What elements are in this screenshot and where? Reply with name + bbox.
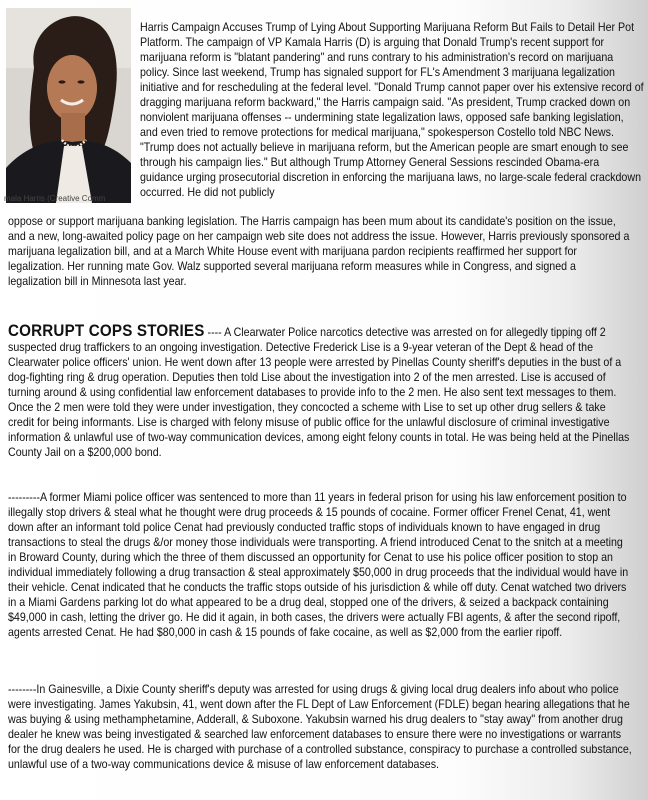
lead-story-text-top: Harris Campaign Accuses Trump of Lying About Supporting Marijuana Reform But Fails to Detail Her Pot Platform. The campaign of VP Kamala Harris (D) is arguing that Donald Trump's recent support for marijuana reform is "blatant pandering" and runs contrary to his administration's record on marijuana policy. Since last weekend, Trump has signaled support for FL's Amendment 3 marijuana legalization initiative and for rescheduling at the federal level. "Donald Trump cannot paper over his extensive record of dragging marijuana reform backward," the Harris campaign said. "As president, Trump cracked down on nonviolent marijuana offenses -- undermining state legalization laws, opposed safe banking legislation, and even tried to remove protections for medical marijuana," spokesperson Costello told NBC News. "Trump does not actually believe in marijuana reform, but the American people are smart enough to see through his campaign lies." But although Trump Attorney General Sessions rescinded Obama-era guidance urging prosecutorial discretion in enforcing the marijuana laws, no large-scale federal crackdown occurred. He did not publicly bbox=[140, 21, 644, 199]
lead-story-text-bottom: oppose or support marijuana banking legislation. The Harris campaign has been mum about its candidate's position on the issue, and a new, long-awaited policy page on her campaign web site does not address the issue. However, Harris previously sponsored a marijuana legalization bill, and at a March White House event with marijuana pardon recipients reaffirmed her support for legalization. Her running mate Gov. Walz supported several marijuana reform measures while in Congress, and signed a legalization bill in Minnesota last year. bbox=[8, 215, 630, 288]
lead-story-top bbox=[140, 20, 644, 200]
story-3-text: --------In Gainesville, a Dixie County sheriff's deputy was arrested for using drugs & giving local drug dealers info about who police were investigating. James Yakubsin, 41, went down after the FL Dept of Law Enforcement (FDLE) began hearing allegations that he was buying & using methamphetamine, Adderall, & Suboxone. Yakubsin warned his drug dealers to "stay away" from another drug dealer he knew was being investigated & searched law enforcement databases to ensure there were no investigations or warrants for the drug dealers he used. He is charged with purchase of a controlled substance, conspiracy to purchase a controlled substance, unlawful use of a two-way communications device & misuse of law enforcement databases. bbox=[8, 683, 632, 771]
corrupt-cops-story-3 bbox=[8, 682, 648, 772]
kamala-harris-photo bbox=[6, 8, 131, 203]
section-headline: CORRUPT COPS STORIES bbox=[8, 322, 205, 340]
corrupt-cops-section bbox=[8, 324, 648, 460]
photo-caption: mala Harris (Creative Comm bbox=[4, 194, 106, 203]
story-1-text: ---- A Clearwater Police narcotics detective was arrested on for allegedly tipping off 2 suspected drug traffickers to an ongoing investigation. Detective Frederick Lise is a 9-year veteran of the Dept & head of the Clearwater police officers' union. He went down after 13 people were arrested by Pinellas County sheriff's deputies in the bust of a dog-fighting ring & drug operation. Deputies then told Lise about the investigation into 2 of the men arrested. Lise is accused of turning around & using confidential law enforcement databases to provide info to the 2 men. He also sent text messages to them. Once the 2 men were told they were under investigation, they concocted a scheme with Lise to set up other drug sellers & take credit for being informants. Lise is charged with felony misuse of public office for the unlawful disclosure of criminal investigative information & unlawful use of two-way communication devices, among eight felony counts in total. He was being held at the Pinellas County Jail on a $200,000 bond. bbox=[8, 326, 630, 459]
lead-story-bottom bbox=[8, 214, 648, 289]
corrupt-cops-story-1 bbox=[8, 324, 632, 460]
portrait-illustration bbox=[6, 8, 131, 203]
corrupt-cops-story-2 bbox=[8, 490, 648, 640]
story-2-text: ---------A former Miami police officer was sentenced to more than 11 years in federal prison for using his law enforcement position to illegally stop drivers & steal what he thought were drug proceeds & 15 pounds of cocaine. Former officer Frenel Cenat, 41, went down after an informant told police Cenat had previously conducted traffic stops of individuals known to have engaged in drug transactions to steal the drugs &/or money those individuals were transporting. A friend introduced Cenat to the snitch at a meeting in Broward County, during which the three of them discussed an opportunity for Cenat to use his police officer position to stop an individual immediately following a drug transaction & steal approximately $50,000 in drug proceeds that the individual would have in their vehicle. Cenat indicated that he conducts the traffic stops outside of his jurisdiction & while off duty. Cenat watched two drivers in a Miami Gardens parking lot do what appeared to be a drug deal, stopped one of the drivers, & seized a backpack containing $49,000 in cash, letting the driver go. He did it again, in both cases, the drivers were actually FBI agents, & after the second ripoff, agents arrested Cenat. He had $80,000 in cash & 15 pounds of fake cocaine, as well as $2,000 from the earlier ripoff. bbox=[8, 491, 629, 639]
